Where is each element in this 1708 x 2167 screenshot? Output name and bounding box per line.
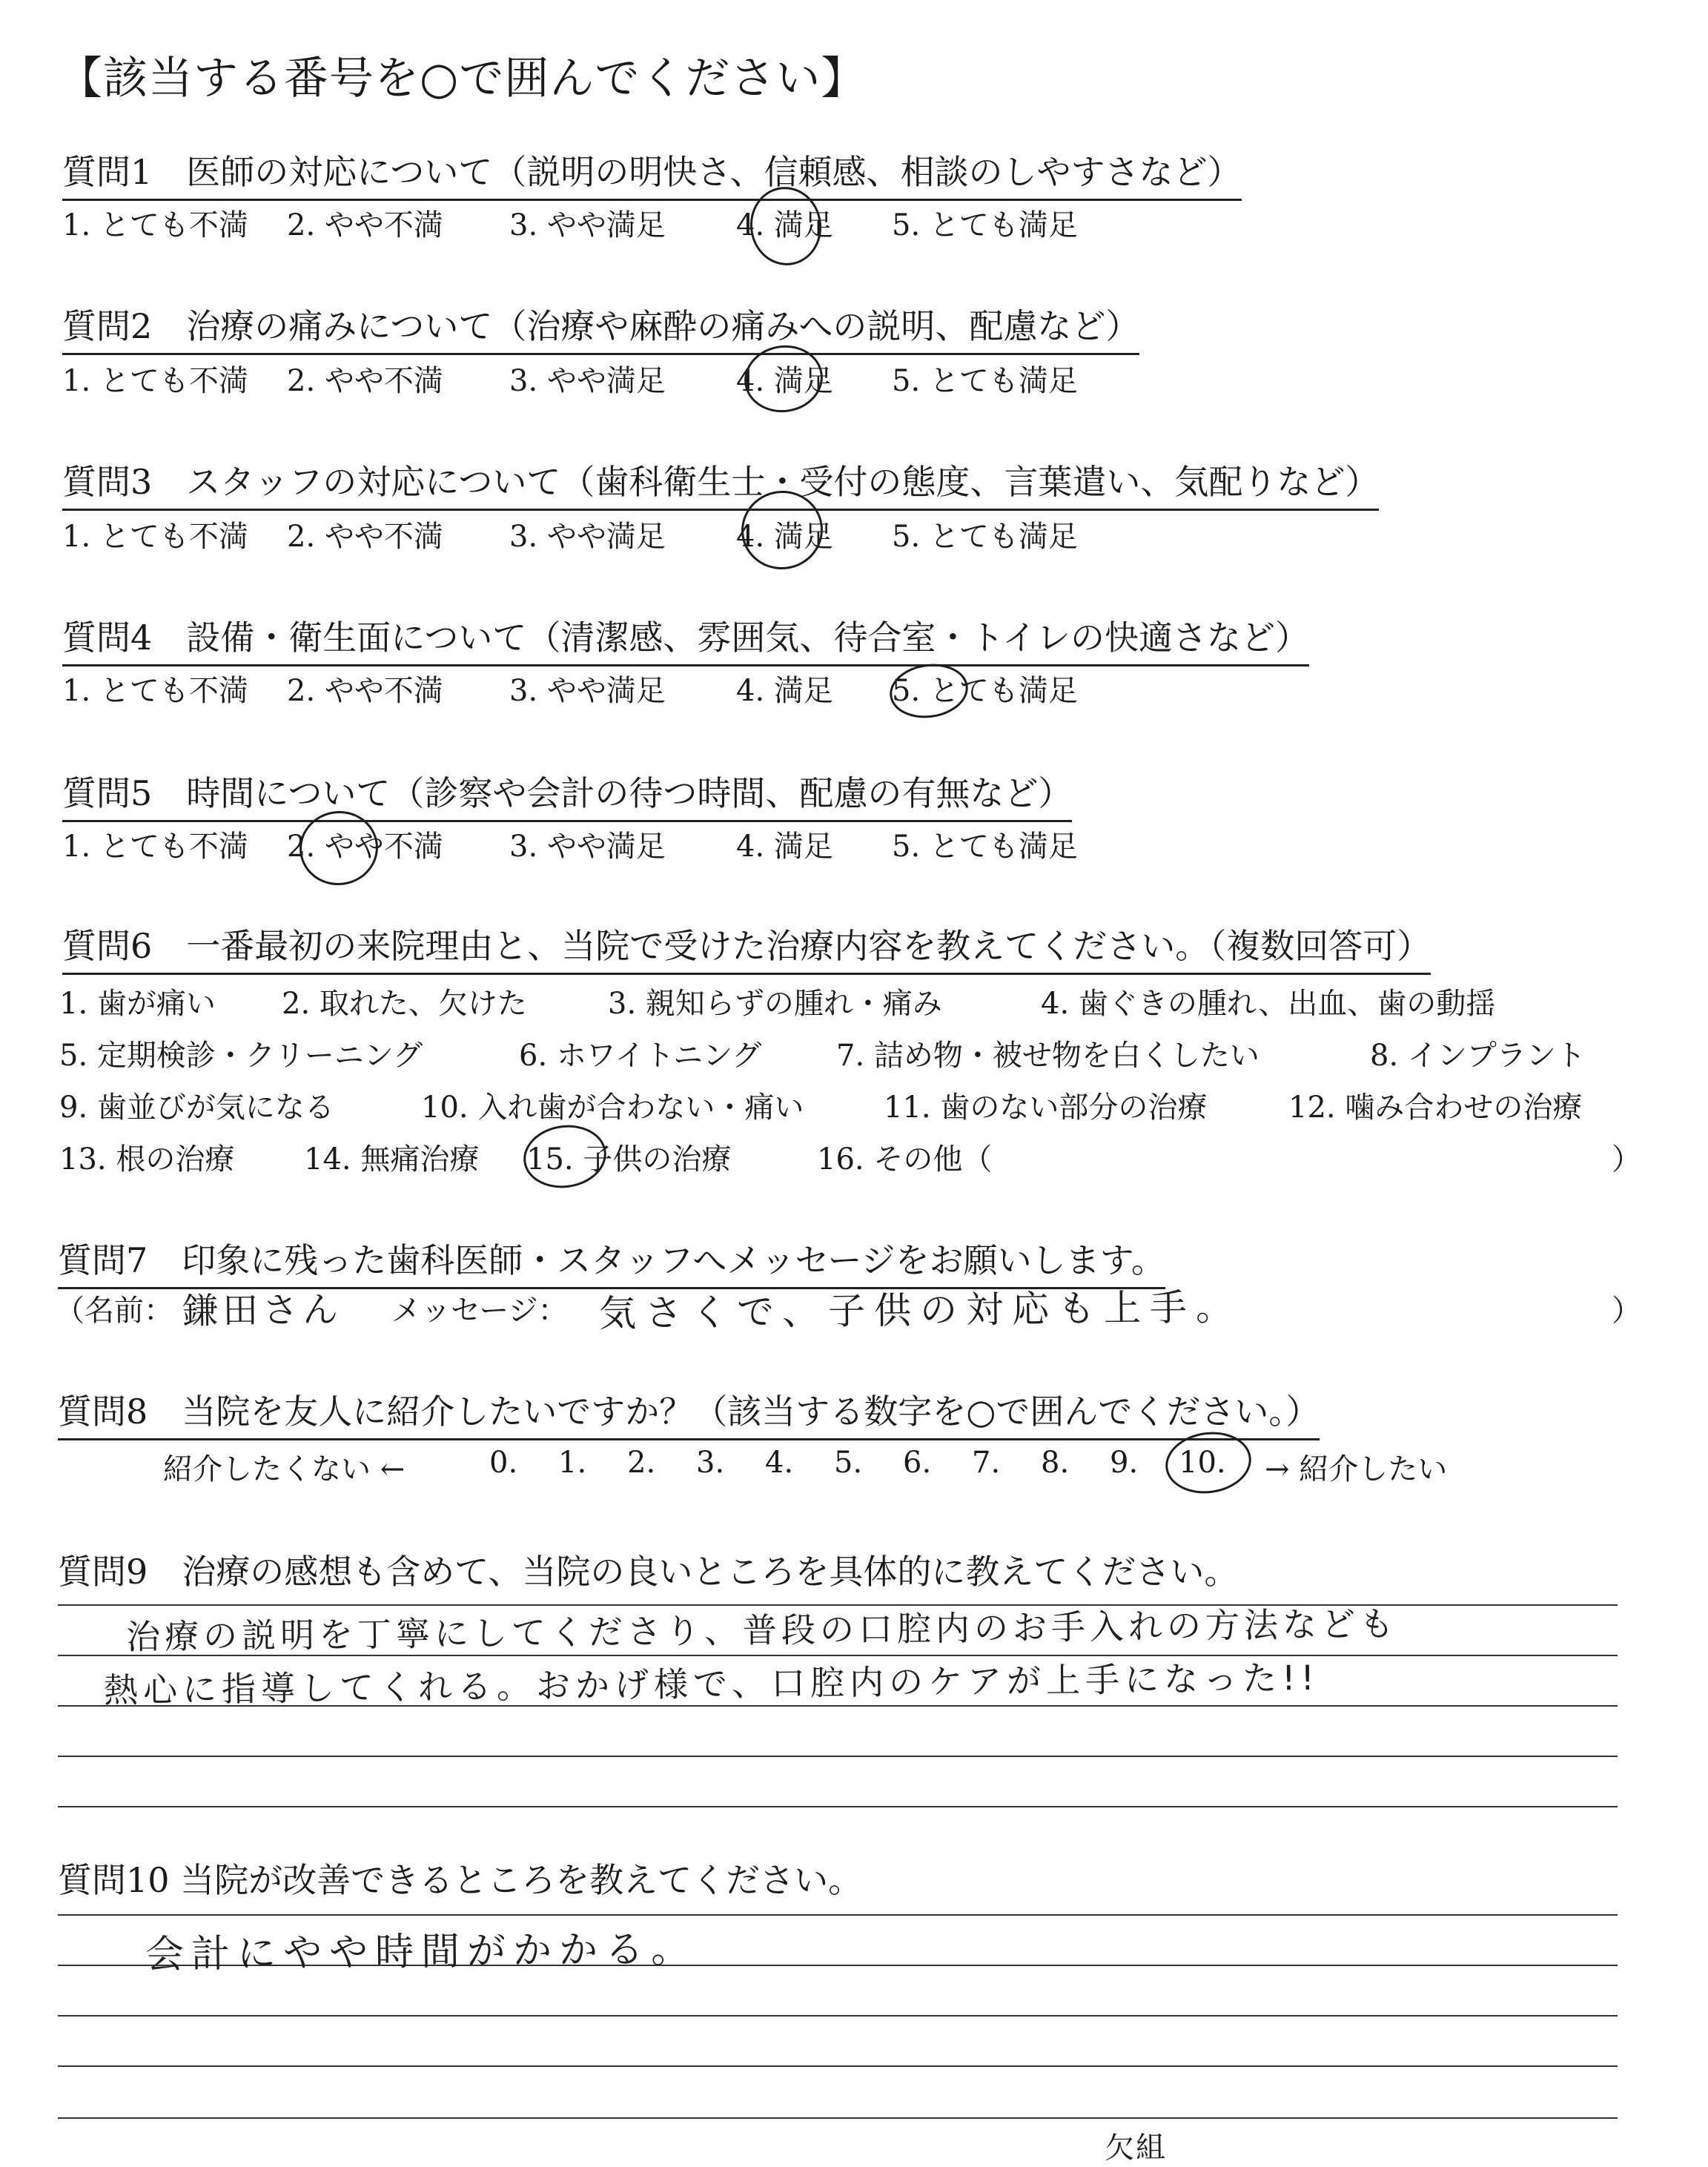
q4-option-4[interactable]: 4. 満足 (736, 674, 833, 708)
q7-name-label: （名前： (55, 1294, 173, 1328)
q6-option-15[interactable]: 15. 子供の治療 (526, 1142, 732, 1177)
q4-option-1[interactable]: 1. とても不満 (62, 674, 248, 708)
q6-option-3[interactable]: 3. 親知らずの腫れ・痛み (608, 987, 942, 1021)
q6-other-close: ） (1612, 1142, 1641, 1177)
q8-scale-0[interactable]: 0. (489, 1446, 518, 1480)
q5-option-3[interactable]: 3. やや満足 (509, 830, 666, 864)
q8-left-label: 紹介したくない ← (163, 1452, 406, 1486)
q6-option-16[interactable]: 16. その他（ (817, 1142, 993, 1177)
q3-heading: 質問3 スタッフの対応について（歯科衛生士・受付の態度、言葉遣い、気配りなど） (62, 455, 1379, 511)
q6-option-13[interactable]: 13. 根の治療 (59, 1142, 235, 1177)
q4-option-3[interactable]: 3. やや満足 (509, 674, 666, 708)
q3-option-4[interactable]: 4. 満足 (736, 520, 833, 554)
q8-scale-4[interactable]: 4. (765, 1446, 794, 1480)
q10-line-1 (58, 1914, 1618, 1916)
q9-answer-line-2[interactable]: 熱心に指導してくれる。おかげ様で、口腔内のケアが上手になった!! (103, 1657, 1320, 1710)
q7-close: ） (1612, 1294, 1641, 1328)
q6-option-8[interactable]: 8. インプラント (1370, 1039, 1586, 1073)
q5-option-1[interactable]: 1. とても不満 (62, 830, 248, 864)
q3-option-5[interactable]: 5. とても満足 (892, 520, 1078, 554)
q8-scale-2[interactable]: 2. (627, 1446, 656, 1480)
q6-option-9[interactable]: 9. 歯並びが気になる (59, 1091, 334, 1125)
q2-option-1[interactable]: 1. とても不満 (62, 364, 248, 398)
q8-scale (489, 1446, 1260, 1480)
q4-option-2[interactable]: 2. やや不満 (287, 674, 443, 708)
q5-heading: 質問5 時間について（診察や会計の待つ時間、配慮の有無など） (62, 767, 1072, 822)
q6-option-11[interactable]: 11. 歯のない部分の治療 (884, 1091, 1208, 1125)
q6-option-12[interactable]: 12. 噛み合わせの治療 (1288, 1091, 1583, 1125)
q3-option-3[interactable]: 3. やや満足 (509, 520, 666, 554)
q4-option-5[interactable]: 5. とても満足 (892, 674, 1078, 708)
q8-scale-7[interactable]: 7. (972, 1446, 1001, 1480)
q10-line-3 (58, 2015, 1618, 2017)
q8-right-label: → 紹介したい (1265, 1452, 1448, 1486)
q10-heading: 質問10 当院が改善できるところを教えてください。 (58, 1860, 863, 1900)
q5-option-2[interactable]: 2. やや不満 (287, 830, 443, 864)
q8-scale-9[interactable]: 9. (1110, 1446, 1139, 1480)
q2-option-3[interactable]: 3. やや満足 (509, 364, 666, 398)
q9-heading: 質問9 治療の感想も含めて、当院の良いところを具体的に教えてください。 (58, 1552, 1239, 1592)
q3-option-1[interactable]: 1. とても不満 (62, 520, 248, 554)
q2-heading: 質問2 治療の痛みについて（治療や麻酔の痛みへの説明、配慮など） (62, 300, 1139, 355)
q4-heading: 質問4 設備・衛生面について（清潔感、雰囲気、待合室・トイレの快適さなど） (62, 611, 1309, 666)
q2-option-2[interactable]: 2. やや不満 (287, 364, 443, 398)
q5-option-5[interactable]: 5. とても満足 (892, 830, 1078, 864)
q1-options (62, 202, 1078, 244)
q6-option-6[interactable]: 6. ホワイトニング (519, 1039, 762, 1073)
q9-line-4 (58, 1756, 1618, 1757)
q6-option-7[interactable]: 7. 詰め物・被せ物を白くしたい (836, 1039, 1260, 1073)
page-title: 【該当する番号を○で囲んでください】 (58, 53, 867, 105)
q1-heading: 質問1 医師の対応について（説明の明快さ、信頼感、相談のしやすさなど） (62, 145, 1242, 201)
q3-option-2[interactable]: 2. やや不満 (287, 520, 443, 554)
q7-message-value[interactable]: 気さくで、子供の対応も上手。 (598, 1285, 1242, 1335)
q10-line-5 (58, 2117, 1618, 2119)
q6-row-1 (59, 980, 1495, 1022)
q8-scale-1[interactable]: 1. (558, 1446, 587, 1480)
q6-option-5[interactable]: 5. 定期検診・クリーニング (59, 1039, 423, 1073)
q2-option-4[interactable]: 4. 満足 (736, 364, 833, 398)
q5-options (62, 823, 1078, 865)
q9-answer-line-1[interactable]: 治療の説明を丁寧にしてくださり、普段の口腔内のお手入れの方法なども (125, 1604, 1399, 1657)
q6-row-2 (59, 1032, 1586, 1074)
q6-row-3 (59, 1084, 1582, 1126)
q1-option-2[interactable]: 2. やや不満 (287, 208, 443, 242)
q1-option-4[interactable]: 4. 満足 (736, 208, 833, 242)
q5-option-4[interactable]: 4. 満足 (736, 830, 833, 864)
q7-name-value[interactable]: 鎌田さん (182, 1288, 343, 1332)
q1-option-5[interactable]: 5. とても満足 (892, 208, 1078, 242)
q2-options (62, 357, 1078, 400)
q6-option-1[interactable]: 1. 歯が痛い (59, 987, 216, 1021)
q2-option-5[interactable]: 5. とても満足 (892, 364, 1078, 398)
q1-option-1[interactable]: 1. とても不満 (62, 208, 248, 242)
q7-message-label: メッセージ： (391, 1294, 568, 1328)
q6-answer-circle (520, 1120, 611, 1194)
q10-answer-line-1[interactable]: 会計にやや時間がかかる。 (145, 1927, 698, 1977)
q6-heading: 質問6 一番最初の来院理由と、当院で受けた治療内容を教えてください。（複数回答可） (62, 919, 1431, 975)
q8-scale-8[interactable]: 8. (1041, 1446, 1070, 1480)
q6-option-14[interactable]: 14. 無痛治療 (304, 1142, 480, 1177)
q6-option-2[interactable]: 2. 取れた、欠けた (282, 987, 527, 1021)
q8-scale-5[interactable]: 5. (834, 1446, 863, 1480)
q7-heading: 質問7 印象に残った歯科医師・スタッフへメッセージをお願いします。 (58, 1234, 1165, 1289)
q1-option-3[interactable]: 3. やや満足 (509, 208, 666, 242)
q8-heading: 質問8 当院を友人に紹介したいですか？（該当する数字を○で囲んでください。） (58, 1385, 1320, 1440)
q9-line-5 (58, 1806, 1618, 1807)
q3-options (62, 513, 1078, 555)
q8-scale-6[interactable]: 6. (903, 1446, 932, 1480)
q8-scale-3[interactable]: 3. (696, 1446, 725, 1480)
footer-handwritten-mark: 欠組 (1104, 2131, 1168, 2166)
q6-option-10[interactable]: 10. 入れ歯が合わない・痛い (421, 1091, 804, 1125)
q10-line-4 (58, 2065, 1618, 2067)
q6-option-4[interactable]: 4. 歯ぐきの腫れ、出血、歯の動揺 (1041, 987, 1496, 1021)
q8-scale-10[interactable]: 10. (1179, 1446, 1226, 1480)
